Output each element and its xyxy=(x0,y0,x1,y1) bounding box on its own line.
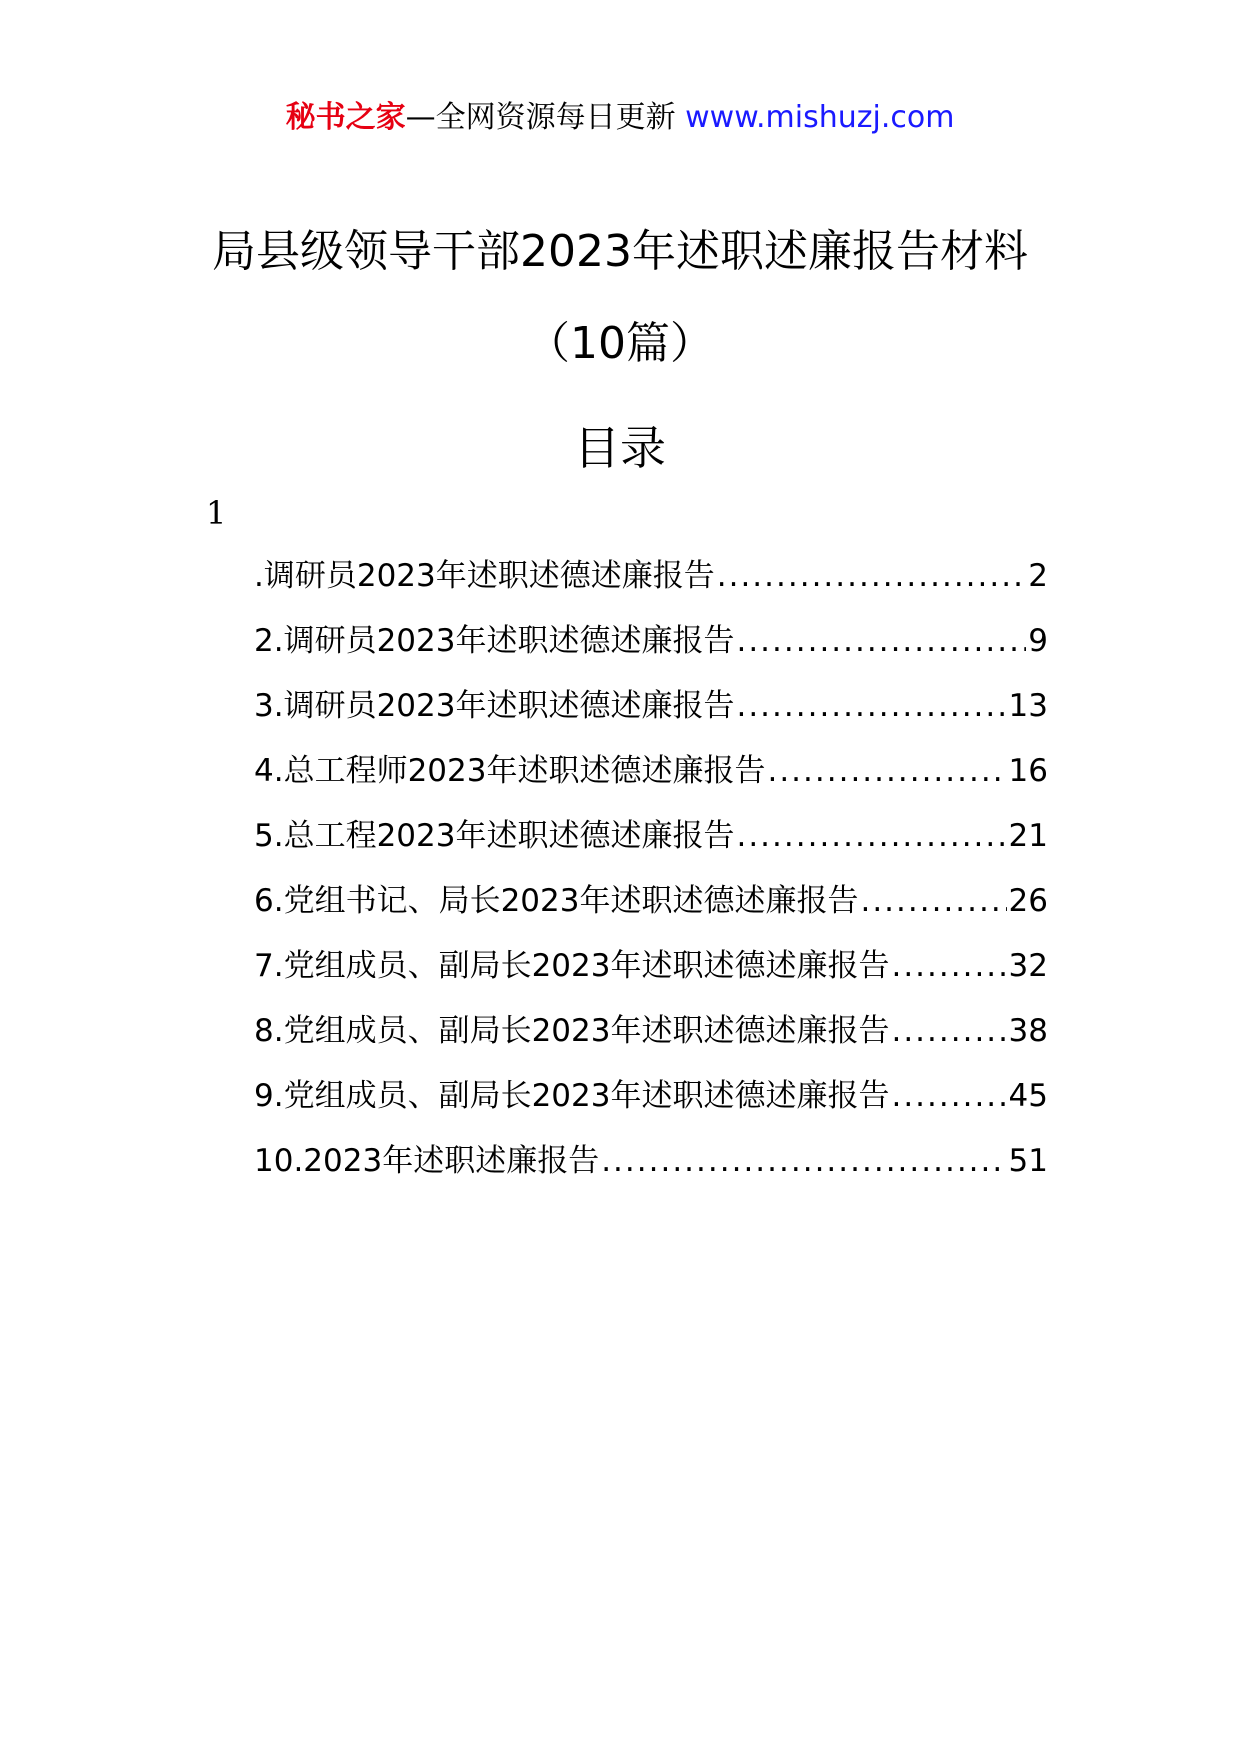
toc-item-page: 45 xyxy=(1008,1078,1048,1114)
document-title xyxy=(0,222,1240,374)
toc-leader-dots xyxy=(601,1141,1006,1181)
toc-item-page: 13 xyxy=(1008,688,1048,724)
toc-item-label: 9.党组成员、副局长2023年述职述德述廉报告 xyxy=(254,1078,890,1114)
header-slogan: —全网资源每日更新 xyxy=(405,100,676,135)
toc-item-page: 2 xyxy=(1028,558,1048,594)
toc-item-label: 3.调研员2023年述职述德述廉报告 xyxy=(254,688,735,724)
toc-item-label: 7.党组成员、副局长2023年述职述德述廉报告 xyxy=(254,948,890,984)
toc-item-page: 9 xyxy=(1028,623,1048,659)
toc-leader-dots xyxy=(767,751,1006,791)
title-line-1: 局县级领导干部2023年述职述廉报告材料 xyxy=(212,226,1028,277)
toc-item-label: 6.党组书记、局长2023年述职述德述廉报告 xyxy=(254,883,859,919)
page-header xyxy=(0,98,1240,138)
toc-item-page: 32 xyxy=(1008,948,1048,984)
page-marker: 1 xyxy=(206,494,227,532)
toc-item[interactable] xyxy=(254,1141,1048,1206)
toc-item[interactable] xyxy=(254,751,1048,816)
toc-item-page: 21 xyxy=(1008,818,1048,854)
toc-leader-dots xyxy=(891,1076,1006,1116)
toc-leader-dots xyxy=(717,556,1027,596)
toc-item-label: .调研员2023年述职述德述廉报告 xyxy=(254,558,715,594)
toc-leader-dots xyxy=(860,881,1006,921)
toc-leader-dots xyxy=(891,1011,1006,1051)
toc-item[interactable] xyxy=(254,686,1048,751)
title-line-2: （10篇） xyxy=(526,318,714,369)
toc-item[interactable] xyxy=(254,621,1048,686)
toc-item-label: 10.2023年述职述廉报告 xyxy=(254,1143,600,1179)
toc-item-label: 5.总工程2023年述职述德述廉报告 xyxy=(254,818,735,854)
toc-leader-dots xyxy=(736,686,1006,726)
toc-item-label: 2.调研员2023年述职述德述廉报告 xyxy=(254,623,735,659)
toc-item-page: 51 xyxy=(1008,1143,1048,1179)
toc-item[interactable] xyxy=(254,816,1048,881)
toc-item-page: 26 xyxy=(1008,883,1048,919)
toc-item-label: 4.总工程师2023年述职述德述廉报告 xyxy=(254,753,766,789)
toc-item-page: 16 xyxy=(1008,753,1048,789)
toc-leader-dots xyxy=(736,621,1026,661)
toc-item[interactable] xyxy=(254,1076,1048,1141)
toc-item[interactable] xyxy=(254,881,1048,946)
toc-item-label: 8.党组成员、副局长2023年述职述德述廉报告 xyxy=(254,1013,890,1049)
toc-item-page: 38 xyxy=(1008,1013,1048,1049)
toc-heading: 目录 xyxy=(574,421,666,475)
brand-name: 秘书之家 xyxy=(285,100,406,135)
toc-item[interactable] xyxy=(254,946,1048,1011)
toc-leader-dots xyxy=(891,946,1006,986)
table-of-contents xyxy=(254,556,1048,1206)
header-url-link[interactable]: www.mishuzj.com xyxy=(685,100,955,135)
toc-item[interactable] xyxy=(254,556,1048,621)
toc-leader-dots xyxy=(736,816,1006,856)
toc-item[interactable] xyxy=(254,1011,1048,1076)
